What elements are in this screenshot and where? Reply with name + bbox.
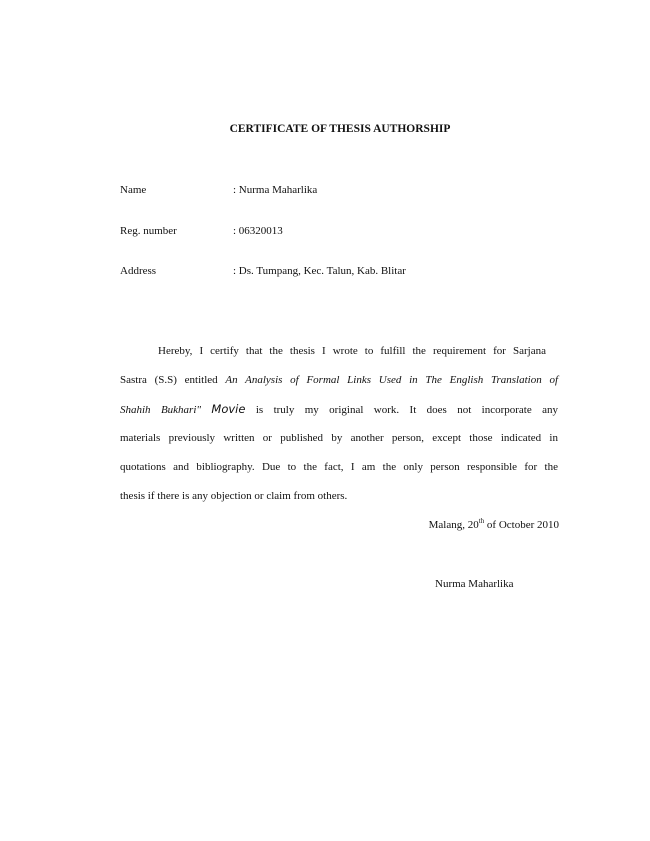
date-prefix: Malang, 20: [428, 519, 479, 531]
thesis-title: An Analysis of Formal Links Used in The English Translation of: [225, 374, 558, 386]
paragraph-line: [120, 402, 558, 417]
date-suffix: of October 2010: [484, 519, 559, 531]
address-label: Address: [120, 265, 157, 277]
thesis-title: Shahih Bukhari": [120, 404, 212, 416]
paragraph-text: is truly my original work. It does not incorporate any: [245, 404, 558, 416]
reg-number-value: : 06320013: [233, 225, 283, 237]
thesis-title-movie: Movie: [211, 402, 246, 416]
date-ordinal: th: [478, 517, 485, 525]
paragraph-line: quotations and bibliography. Due to the fact, I am the only person responsible for the: [120, 461, 558, 473]
paragraph-line: thesis if there is any objection or claim from others.: [120, 490, 348, 502]
address-value: : Ds. Tumpang, Kec. Talun, Kab. Blitar: [233, 265, 406, 277]
paragraph-line: materials previously written or published by another person, except those indicated in: [120, 432, 558, 444]
paragraph-line: [120, 373, 558, 387]
paragraph-text: Sastra (S.S) entitled: [120, 374, 226, 386]
page-title: CERTIFICATE OF THESIS AUTHORSHIP: [229, 123, 451, 135]
reg-number-label: Reg. number: [120, 225, 177, 237]
signature-name: Nurma Maharlika: [435, 578, 514, 590]
date-line: [429, 518, 559, 532]
name-value: : Nurma Maharlika: [233, 184, 318, 196]
name-label: Name: [120, 184, 147, 196]
paragraph-line: Hereby, I certify that the thesis I wrote to fulfill the requirement for Sarjana: [158, 345, 546, 357]
